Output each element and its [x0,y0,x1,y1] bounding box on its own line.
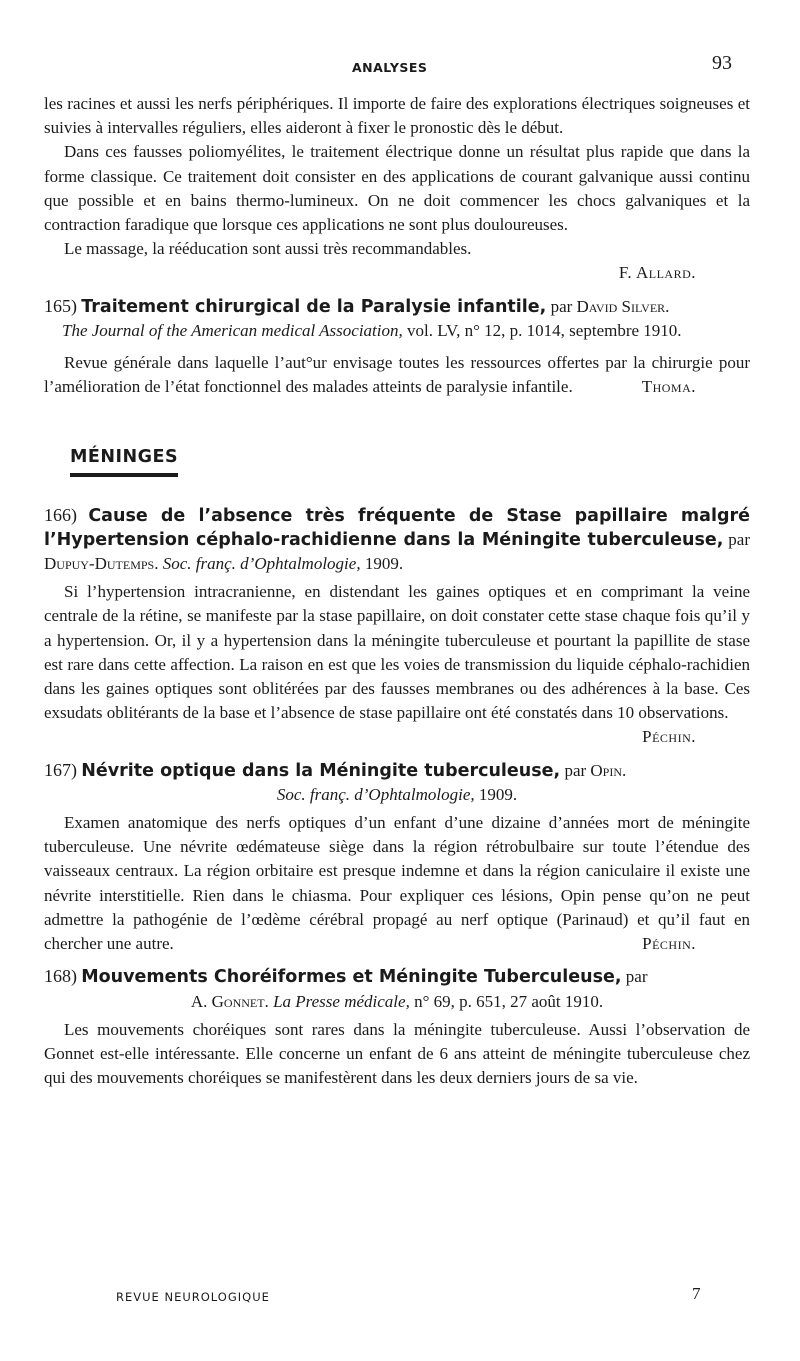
article-body [44,92,750,1090]
section-heading-meninges: MÉNINGES [70,445,178,476]
entry-167-title: Névrite optique dans la Méningite tuberculeuse, [81,760,561,781]
entry-168-source-rest: n° 69, p. 651, 27 août 1910. [414,991,604,1011]
entry-167-number: 167) [44,759,77,780]
entry-166-heading [44,503,750,577]
entry-165-source-rest: vol. LV, n° 12, p. 1014, septembre 1910. [407,320,682,340]
entry-167-author: Opin. [590,760,627,780]
page-header [0,52,800,82]
entry-168-author: A. Gonnet. [190,991,269,1011]
entry-166-number: 166) [44,504,77,525]
entry-166-year: 1909. [364,554,404,574]
entry-165-author: David Silver. [576,296,670,316]
entry-166-text: Si l’hypertension intracranienne, en distendant les gaines optiques et en comprimant la veine centrale de la rétine, se manifeste par la stase papillaire, on doit constater cette stase chaque fois qu’il y a hypertension. Or, il y a hypertension dans la méningite tuberculeuse et pourtant la papillite de stase est rare dans cette affection. La raison en est que les voies de transmission du liquide céphalo-rachidien dans les gaines optiques sont oblitérées par des fausses membranes ou des adhérences à la base. Ces exsudats oblitérants de la base et l’absence de stase papillaire ont été constatés dans 10 observations. [44,582,750,723]
entry-167-year: 1909. [478,784,518,804]
intro-paragraph-3: Le massage, la rééducation sont aussi très recommandables. [64,239,472,259]
intro-signature: F. Allard. [618,263,696,283]
entry-166-title: Cause de l’absence très fréquente de Stase papillaire malgré l’Hypertension céphalo-rachidienne dans la Méningite tuberculeuse, [44,505,751,550]
entry-168-number: 168) [44,966,77,987]
intro-paragraph-1: les racines et aussi les nerfs périphériques. Il importe de faire des explorations électriques soigneuses et suivies à intervalles réguliers, elles aideront à fixer le pronostic dès le début. [44,94,750,138]
entry-165-signature: Thoma. [641,377,696,397]
entry-165-by: par [550,296,573,316]
entry-167-by: par [564,760,587,780]
running-head: ANALYSES [352,60,428,75]
entry-165-number: 165) [44,295,77,316]
entry-167-signature: Péchin. [642,934,696,954]
entry-166-journal: Soc. franç. d’Ophtalmologie, [162,554,361,574]
entry-166-author: Dupuy-Dutemps. [44,554,159,574]
entry-168-journal: La Presse médicale, [273,991,410,1011]
entry-166-signature: Péchin. [642,727,696,747]
entry-165-text: Revue générale dans laquelle l’aut°ur envisage toutes les ressources offertes par la chirurgie pour l’amélioration de l’état fonctionnel des malades atteints de paralysie infantile. Thoma. [44,351,750,399]
entry-168-text: Les mouvements choréiques sont rares dans la méningite tuberculeuse. Aussi l’observation de Gonnet est-elle intéressante. Elle concerne un enfant de 6 ans atteint de méningite tuberculeuse chez qui des mouvements choréiques se manifestèrent dans les deux derniers jours de sa vie. [44,1019,750,1088]
journal-name: REVUE NEUROLOGIQUE [116,1290,270,1304]
entry-168-by: par [625,967,648,987]
entry-167-journal: Soc. franç. d’Ophtalmologie, [276,784,475,804]
entry-168-heading [44,964,750,1013]
page-number: 93 [712,52,732,74]
intro-paragraph-2: Dans ces fausses poliomyélites, le traitement électrique donne un résultat plus rapide que dans la forme classique. Ce traitement doit consister en des applications de courant galvanique aussi continu que possible et en bains thermo-lumineux. On ne doit commencer les chocs galvaniques et la contraction faradique que lorsque ces applications ne sont plus douloureuses. [44,142,750,235]
entry-165-source [44,319,750,343]
entry-168-source [44,990,750,1014]
entry-166-by: par [728,529,750,549]
sheet-number: 7 [692,1284,701,1303]
entry-165-heading [44,294,750,343]
entry-167-heading [44,758,750,807]
entry-168-title: Mouvements Choréiformes et Méningite Tuberculeuse, [81,967,622,988]
entry-167-text: Examen anatomique des nerfs optiques d’un enfant d’une dizaine d’années mort de méningite tuberculeuse. Une névrite œdémateuse siège dans la région rétrobulbaire sur toute l’étendue des vaisseaux centraux. La région orbitaire est presque indemne et dans la région caniculaire il existe une névrite interstitielle. Rien dans le chiasma. Pour expliquer ces lésions, Opin pense qu’on ne peut admettre la pathogénie de l’œdème cérébral propagé au nerf optique (Parinaud) et qu’il faut en chercher une autre. Péchin. [44,811,750,956]
entry-165-title: Traitement chirurgical de la Paralysie infantile, [81,296,547,317]
entry-167-source [44,783,750,807]
page-footer [0,1284,800,1314]
entry-165-journal: The Journal of the American medical Association, [62,320,403,340]
